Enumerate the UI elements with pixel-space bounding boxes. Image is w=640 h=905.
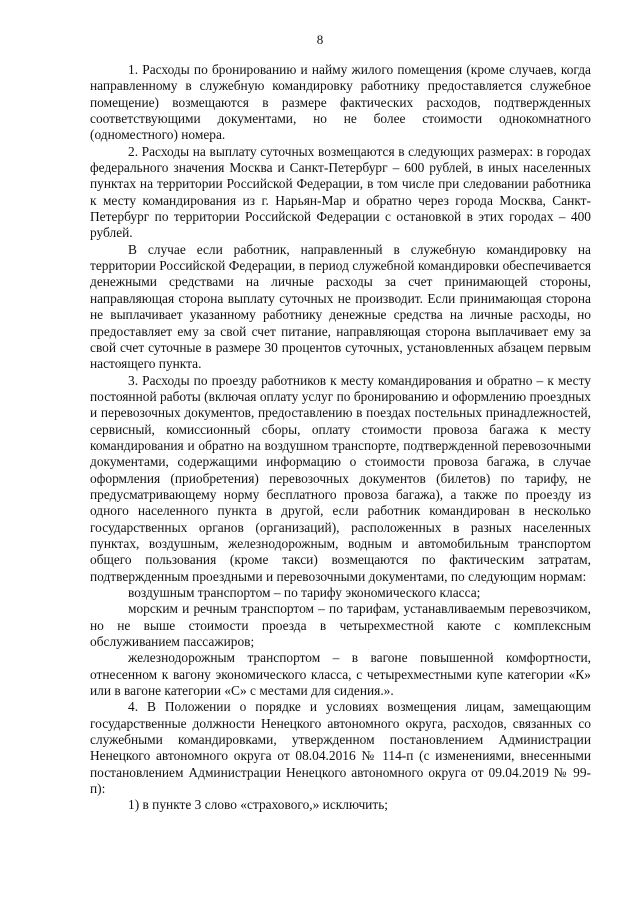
paragraph-sea-river-transport: морским и речным транспортом – по тарифам, устанавливаемым перевозчиком, но не выше стоимости проезда в четырехместной каюте с комплексным обслуживанием пассажиров; — [90, 601, 591, 650]
paragraph-air-transport: воздушным транспортом – по тарифу экономического класса; — [128, 585, 481, 600]
paragraph-item-3-travel-expenses: 3. Расходы по проезду работников к месту командирования и обратно – к месту постоянной работы (включая оплату услуг по бронированию и оформлению проездных и перевозочных документов, предоставлению в поездах постельных принадлежностей, сервисный, комиссионный сборы, оплату стоимости провоза багажа к месту командирования и обратно на воздушном транспорте, подтвержденной перевозочными документами, содержащими информацию о стоимости провоза багажа, в случае оформления (приобретения) перевозочных документов (билетов) по тарифу, не предусматривающему норму бесплатного провоза багажа), а также по проезду из одного населенного пункта в другой, если работник командирован в несколько государственных органов (организаций), расположенных в разных населенных пунктах, воздушным, железнодорожным, водным и автомобильным транспортом общего пользования (кроме такси) возмещаются по фактическим затратам, подтвержденным проездными и перевозочными документами, по следующим нормам: — [90, 372, 591, 584]
paragraph-host-side-expenses: В случае если работник, направленный в служебную командировку на территории Российской Федерации, в период служебной командировки обеспечивается денежными средствами на личные расходы за счет принимающей стороны, направляющая сторона выплату суточных не производит. Если принимающая сторона не выплачивает указанному работнику денежные средства на личные расходы, но предоставляет ему за свой счет питание, направляющая сторона выплачивает ему за свой счет суточные в размере 30 процентов суточных, установленных абзацем первым настоящего пункта. — [90, 241, 591, 372]
paragraph-subitem-1: 1) в пункте 3 слово «страхового,» исключить; — [128, 797, 389, 813]
document-body — [90, 62, 591, 814]
page-number: 8 — [316, 32, 324, 47]
paragraph-rail-transport: железнодорожным транспортом – в вагоне повышенной комфортности, отнесенном к вагону экономического класса, с четырехместными купе категории «К» или в вагоне категории «С» с местами для сидения.». — [90, 650, 591, 699]
paragraph-item-2-daily-allowance: 2. Расходы на выплату суточных возмещаются в следующих размерах: в городах федерального значения Москва и Санкт-Петербург – 600 рублей, в иных населенных пунктах на территории Российской Федерации, в том числе при следовании работника к месту командирования из г. Нарьян-Мар и обратно через города Москва, Санкт-Петербург по территории Российской Федерации с остановкой в этих городах – 400 рублей. — [90, 143, 591, 241]
paragraph-item-1-accommodation: 1. Расходы по бронированию и найму жилого помещения (кроме случаев, когда направленному в служебную командировку работнику предоставляется служебное помещение) возмещаются в размере фактических расходов, подтвержденных соответствующими документами, но не более стоимости однокомнатного (одноместного) номера. — [90, 62, 591, 143]
paragraph-item-4-regulation-amendments: 4. В Положении о порядке и условиях возмещения лицам, замещающим государственные должности Ненецкого автономного округа, расходов, связанных со служебными командировками, утвержденном постановлением Администрации Ненецкого автономного округа от 08.04.2016 № 114-п (с изменениями, внесенными постановлением Администрации Ненецкого автономного округа от 09.04.2019 № 99-п): — [90, 699, 591, 797]
